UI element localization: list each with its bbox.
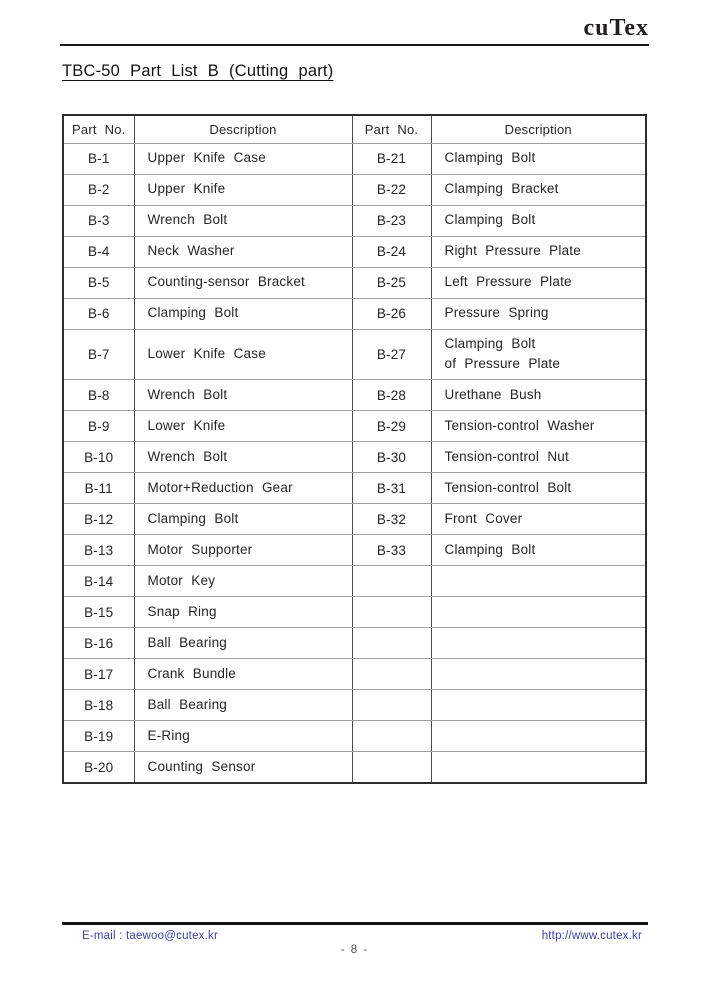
description-cell: Clamping Bolt [431,205,646,236]
description-cell: Crank Bundle [134,659,352,690]
column-header-part-no-right: Part No. [352,115,431,143]
header-row [63,115,646,143]
description-cell: Counting-sensor Bracket [134,267,352,298]
table-row [63,566,646,597]
description-cell: Lower Knife [134,411,352,442]
description-cell: Ball Bearing [134,690,352,721]
description-cell [431,752,646,783]
part-no-cell: B-28 [352,380,431,411]
table-row [63,721,646,752]
column-header-description-right: Description [431,115,646,143]
description-cell: Clamping Bracket [431,174,646,205]
part-no-cell [352,752,431,783]
table-row [63,380,646,411]
description-cell: Urethane Bush [431,380,646,411]
description-cell: Clamping Bolt of Pressure Plate [431,329,646,380]
part-no-cell: B-8 [63,380,134,411]
table-row [63,690,646,721]
part-no-cell [352,628,431,659]
description-cell: Motor Key [134,566,352,597]
table-row [63,442,646,473]
part-no-cell: B-30 [352,442,431,473]
description-cell [431,566,646,597]
part-no-cell: B-21 [352,143,431,174]
part-no-cell: B-17 [63,659,134,690]
column-header-description-left: Description [134,115,352,143]
part-no-cell [352,721,431,752]
table-row [63,628,646,659]
part-no-cell: B-7 [63,329,134,380]
description-cell: Right Pressure Plate [431,236,646,267]
part-no-cell [352,597,431,628]
part-no-cell: B-33 [352,535,431,566]
part-no-cell: B-13 [63,535,134,566]
part-no-cell: B-20 [63,752,134,783]
part-no-cell [352,690,431,721]
header-rule [60,44,649,46]
description-cell: Snap Ring [134,597,352,628]
part-no-cell: B-19 [63,721,134,752]
part-no-cell: B-1 [63,143,134,174]
part-no-cell: B-14 [63,566,134,597]
footer-website-text: http://www.cutex.kr [541,930,642,942]
part-no-cell: B-5 [63,267,134,298]
description-cell: Tension-control Washer [431,411,646,442]
table-row [63,298,646,329]
parts-table [62,114,647,784]
description-cell [431,690,646,721]
parts-table-body [63,143,646,783]
page-title: TBC-50 Part List B (Cutting part) [62,62,334,80]
part-no-cell: B-29 [352,411,431,442]
footer-email-text: E-mail : taewoo@cutex.kr [82,930,218,942]
description-cell: Clamping Bolt [431,535,646,566]
part-no-cell: B-9 [63,411,134,442]
description-cell: Motor+Reduction Gear [134,473,352,504]
part-no-cell: B-27 [352,329,431,380]
description-cell: Lower Knife Case [134,329,352,380]
part-no-cell: B-24 [352,236,431,267]
table-row [63,752,646,783]
description-cell: Clamping Bolt [134,504,352,535]
table-row [63,174,646,205]
description-cell: Upper Knife Case [134,143,352,174]
part-no-cell: B-10 [63,442,134,473]
page-number: - 8 - [340,944,368,956]
description-cell: Left Pressure Plate [431,267,646,298]
part-no-cell: B-23 [352,205,431,236]
description-cell: Front Cover [431,504,646,535]
part-no-cell: B-25 [352,267,431,298]
part-no-cell: B-16 [63,628,134,659]
table-row [63,597,646,628]
table-row [63,205,646,236]
description-cell: Clamping Bolt [134,298,352,329]
part-no-cell: B-26 [352,298,431,329]
cutex-logo: cuTex [583,15,649,41]
description-cell: Pressure Spring [431,298,646,329]
description-cell [431,628,646,659]
column-header-part-no-left: Part No. [63,115,134,143]
table-row [63,659,646,690]
part-no-cell: B-12 [63,504,134,535]
table-row [63,329,646,380]
table-row [63,411,646,442]
part-no-cell: B-31 [352,473,431,504]
description-cell: Upper Knife [134,174,352,205]
part-no-cell: B-2 [63,174,134,205]
description-cell: Motor Supporter [134,535,352,566]
part-no-cell [352,659,431,690]
description-cell [431,597,646,628]
table-row [63,267,646,298]
description-cell: Clamping Bolt [431,143,646,174]
description-cell: Tension-control Bolt [431,473,646,504]
table-row [63,236,646,267]
part-no-cell: B-22 [352,174,431,205]
table-row [63,143,646,174]
description-cell [431,721,646,752]
description-cell: Ball Bearing [134,628,352,659]
table-row [63,473,646,504]
part-no-cell: B-4 [63,236,134,267]
part-no-cell: B-32 [352,504,431,535]
part-no-cell [352,566,431,597]
part-no-cell: B-11 [63,473,134,504]
part-no-cell: B-6 [63,298,134,329]
table-row [63,504,646,535]
description-cell: Wrench Bolt [134,380,352,411]
description-cell: E-Ring [134,721,352,752]
part-no-cell: B-18 [63,690,134,721]
description-cell: Wrench Bolt [134,442,352,473]
description-cell: Neck Washer [134,236,352,267]
footer-rule [62,922,648,925]
table-row [63,535,646,566]
part-no-cell: B-3 [63,205,134,236]
description-cell [431,659,646,690]
part-no-cell: B-15 [63,597,134,628]
description-cell: Wrench Bolt [134,205,352,236]
parts-table-header [63,115,646,143]
description-cell: Tension-control Nut [431,442,646,473]
description-cell: Counting Sensor [134,752,352,783]
